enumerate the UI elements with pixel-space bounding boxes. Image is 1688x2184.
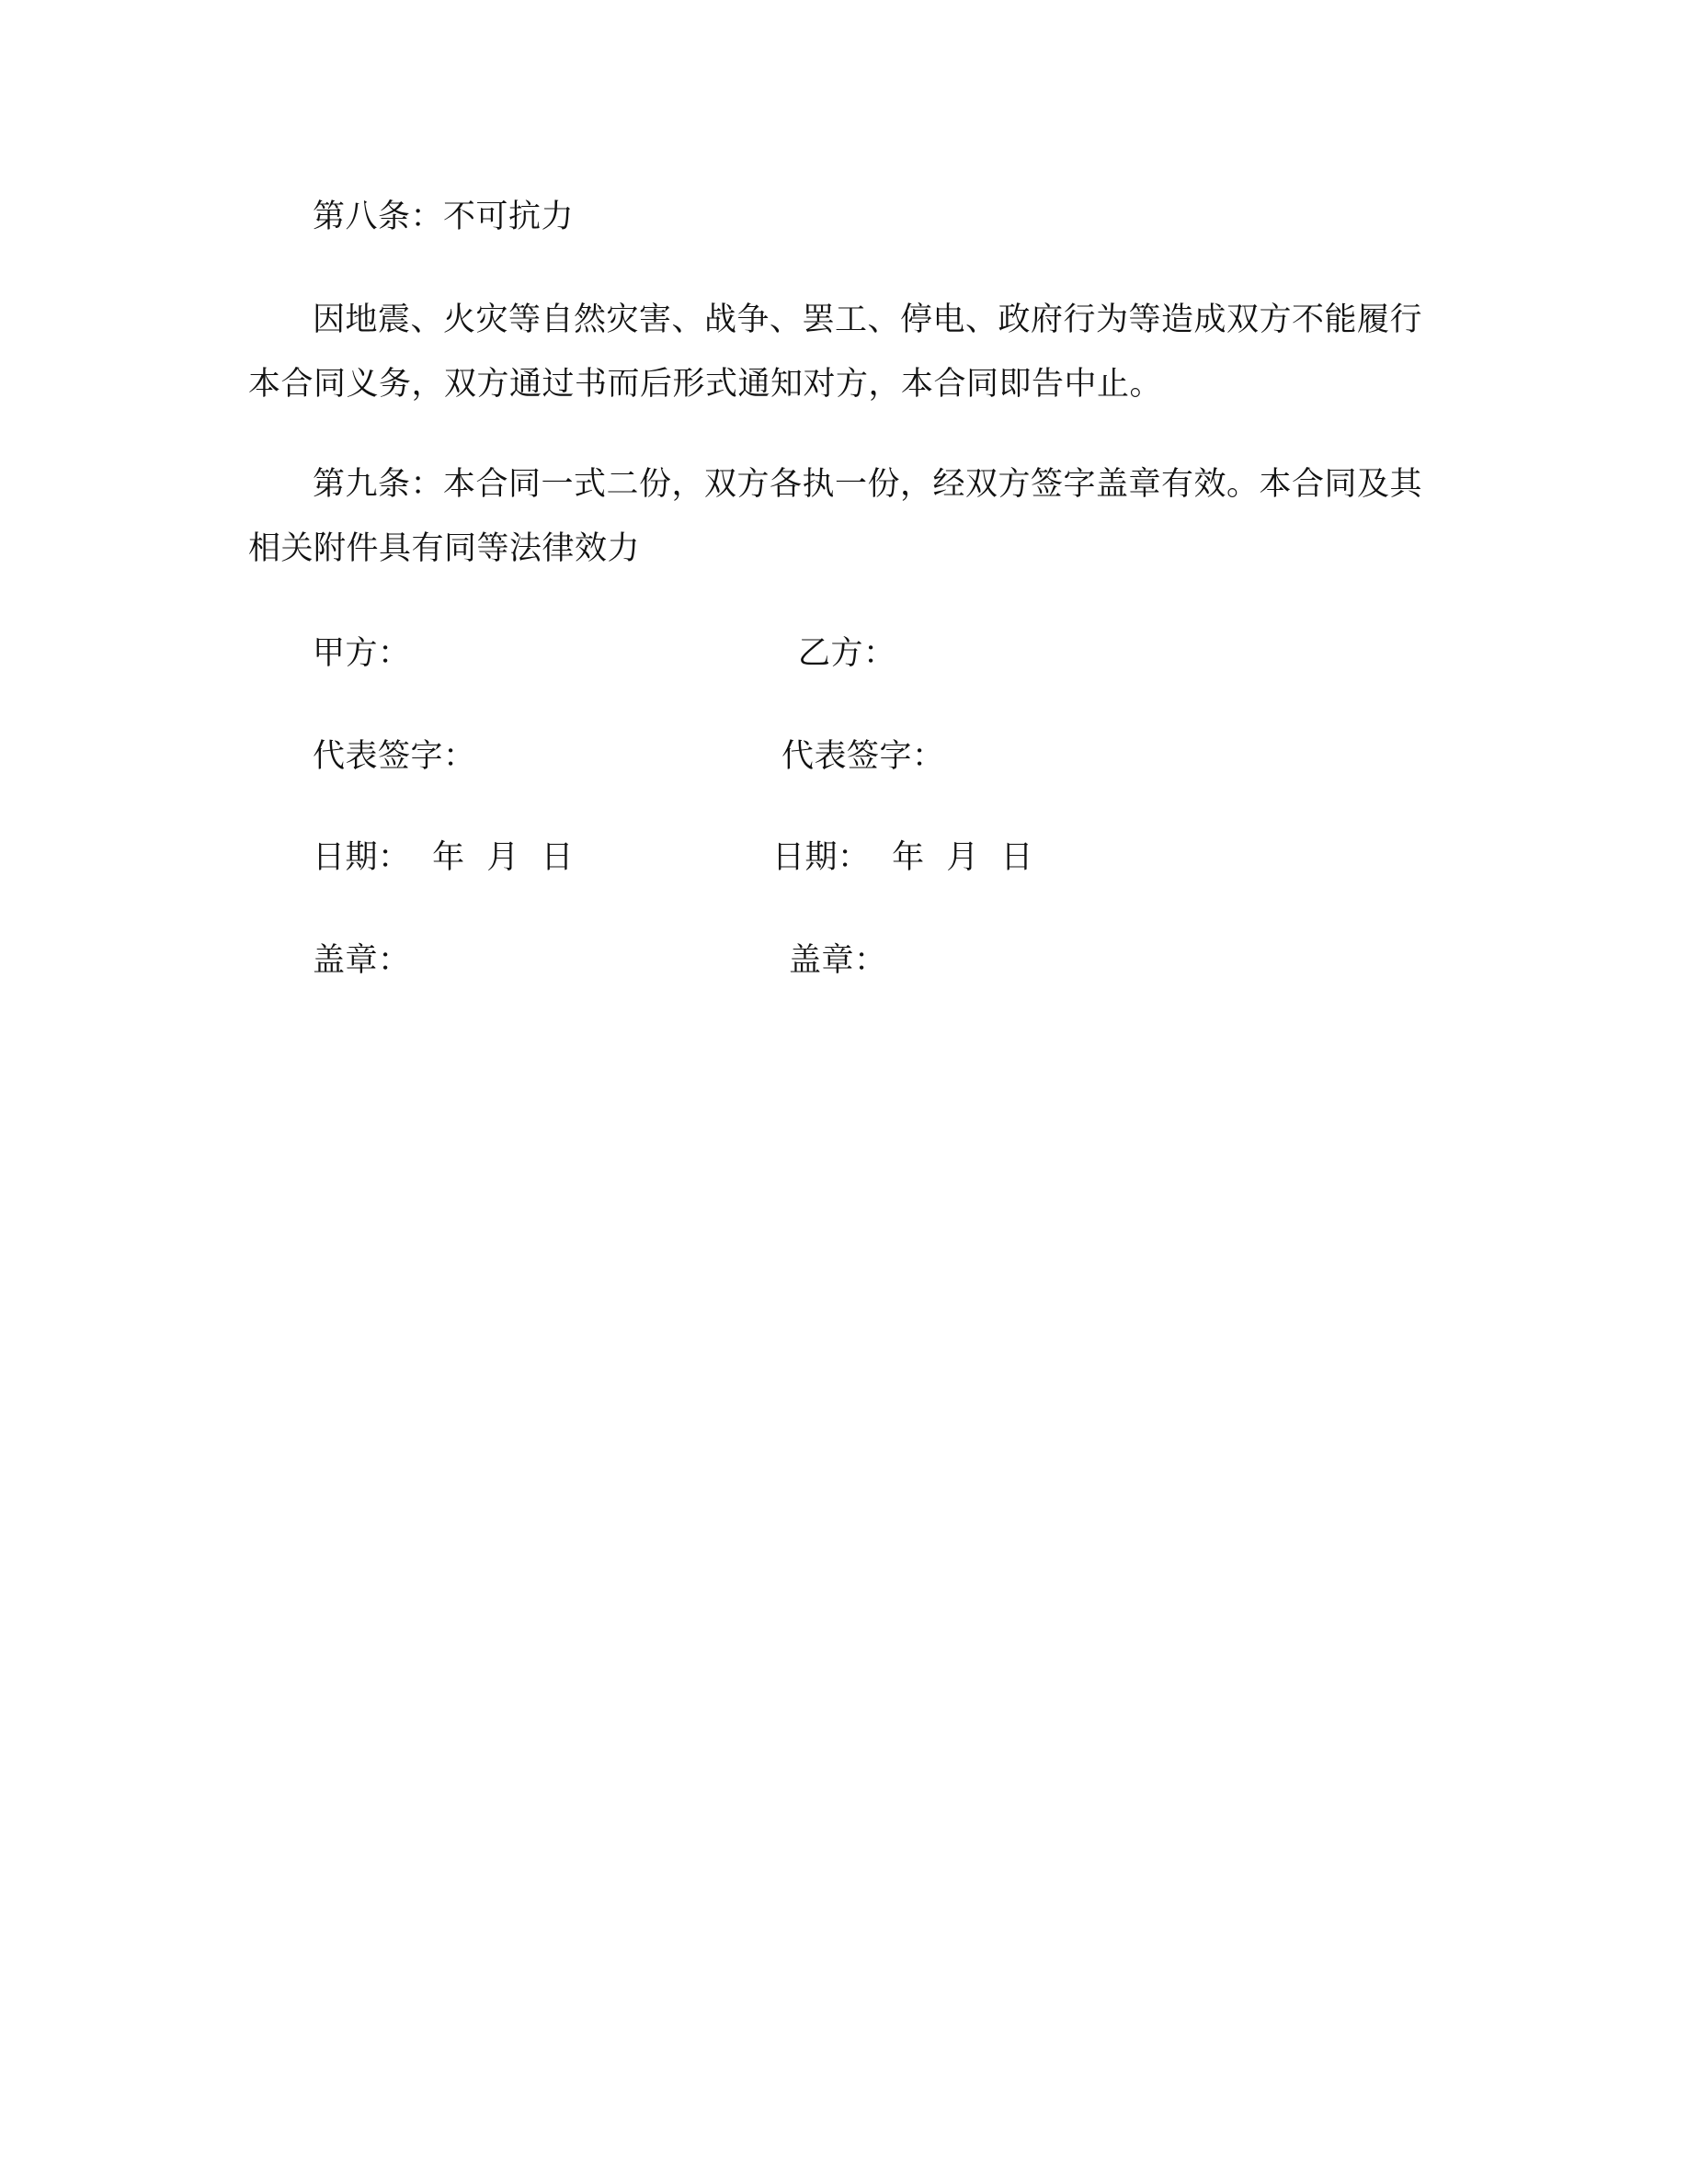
date-right-day: 日 (1000, 839, 1033, 876)
article-8-body-line-1: 因地震、火灾等自然灾害、战争、罢工、停电、政府行为等造成双方不能履行 (313, 301, 1423, 338)
article-9-line-2: 相关附件具有同等法律效力 (248, 530, 641, 567)
party-a-label: 甲方： (313, 635, 411, 672)
date-right-month: 月 (946, 839, 979, 876)
article-8-heading: 第八条：不可抗力 (313, 199, 575, 235)
seal-right-label: 盖章： (789, 942, 887, 979)
date-left-label: 日期： (313, 839, 411, 876)
date-left-day: 日 (541, 839, 574, 876)
date-right-label: 日期： (772, 839, 871, 876)
rep-sign-right-label: 代表签字： (781, 738, 945, 775)
date-left-month: 月 (486, 839, 519, 876)
date-right-year: 年 (892, 839, 925, 876)
date-left-line (313, 836, 574, 879)
party-b-label: 乙方： (798, 635, 896, 672)
article-9-line-1: 第九条：本合同一式二份，双方各执一份，经双方签字盖章有效。本合同及其 (313, 466, 1423, 503)
date-right-line (772, 836, 1033, 879)
rep-sign-left-label: 代表签字： (313, 738, 476, 775)
date-left-year: 年 (432, 839, 465, 876)
article-8-body-line-2: 本合同义务，双方通过书而后形式通知对方，本合同即告中止。 (248, 366, 1163, 403)
seal-left-label: 盖章： (313, 942, 411, 979)
